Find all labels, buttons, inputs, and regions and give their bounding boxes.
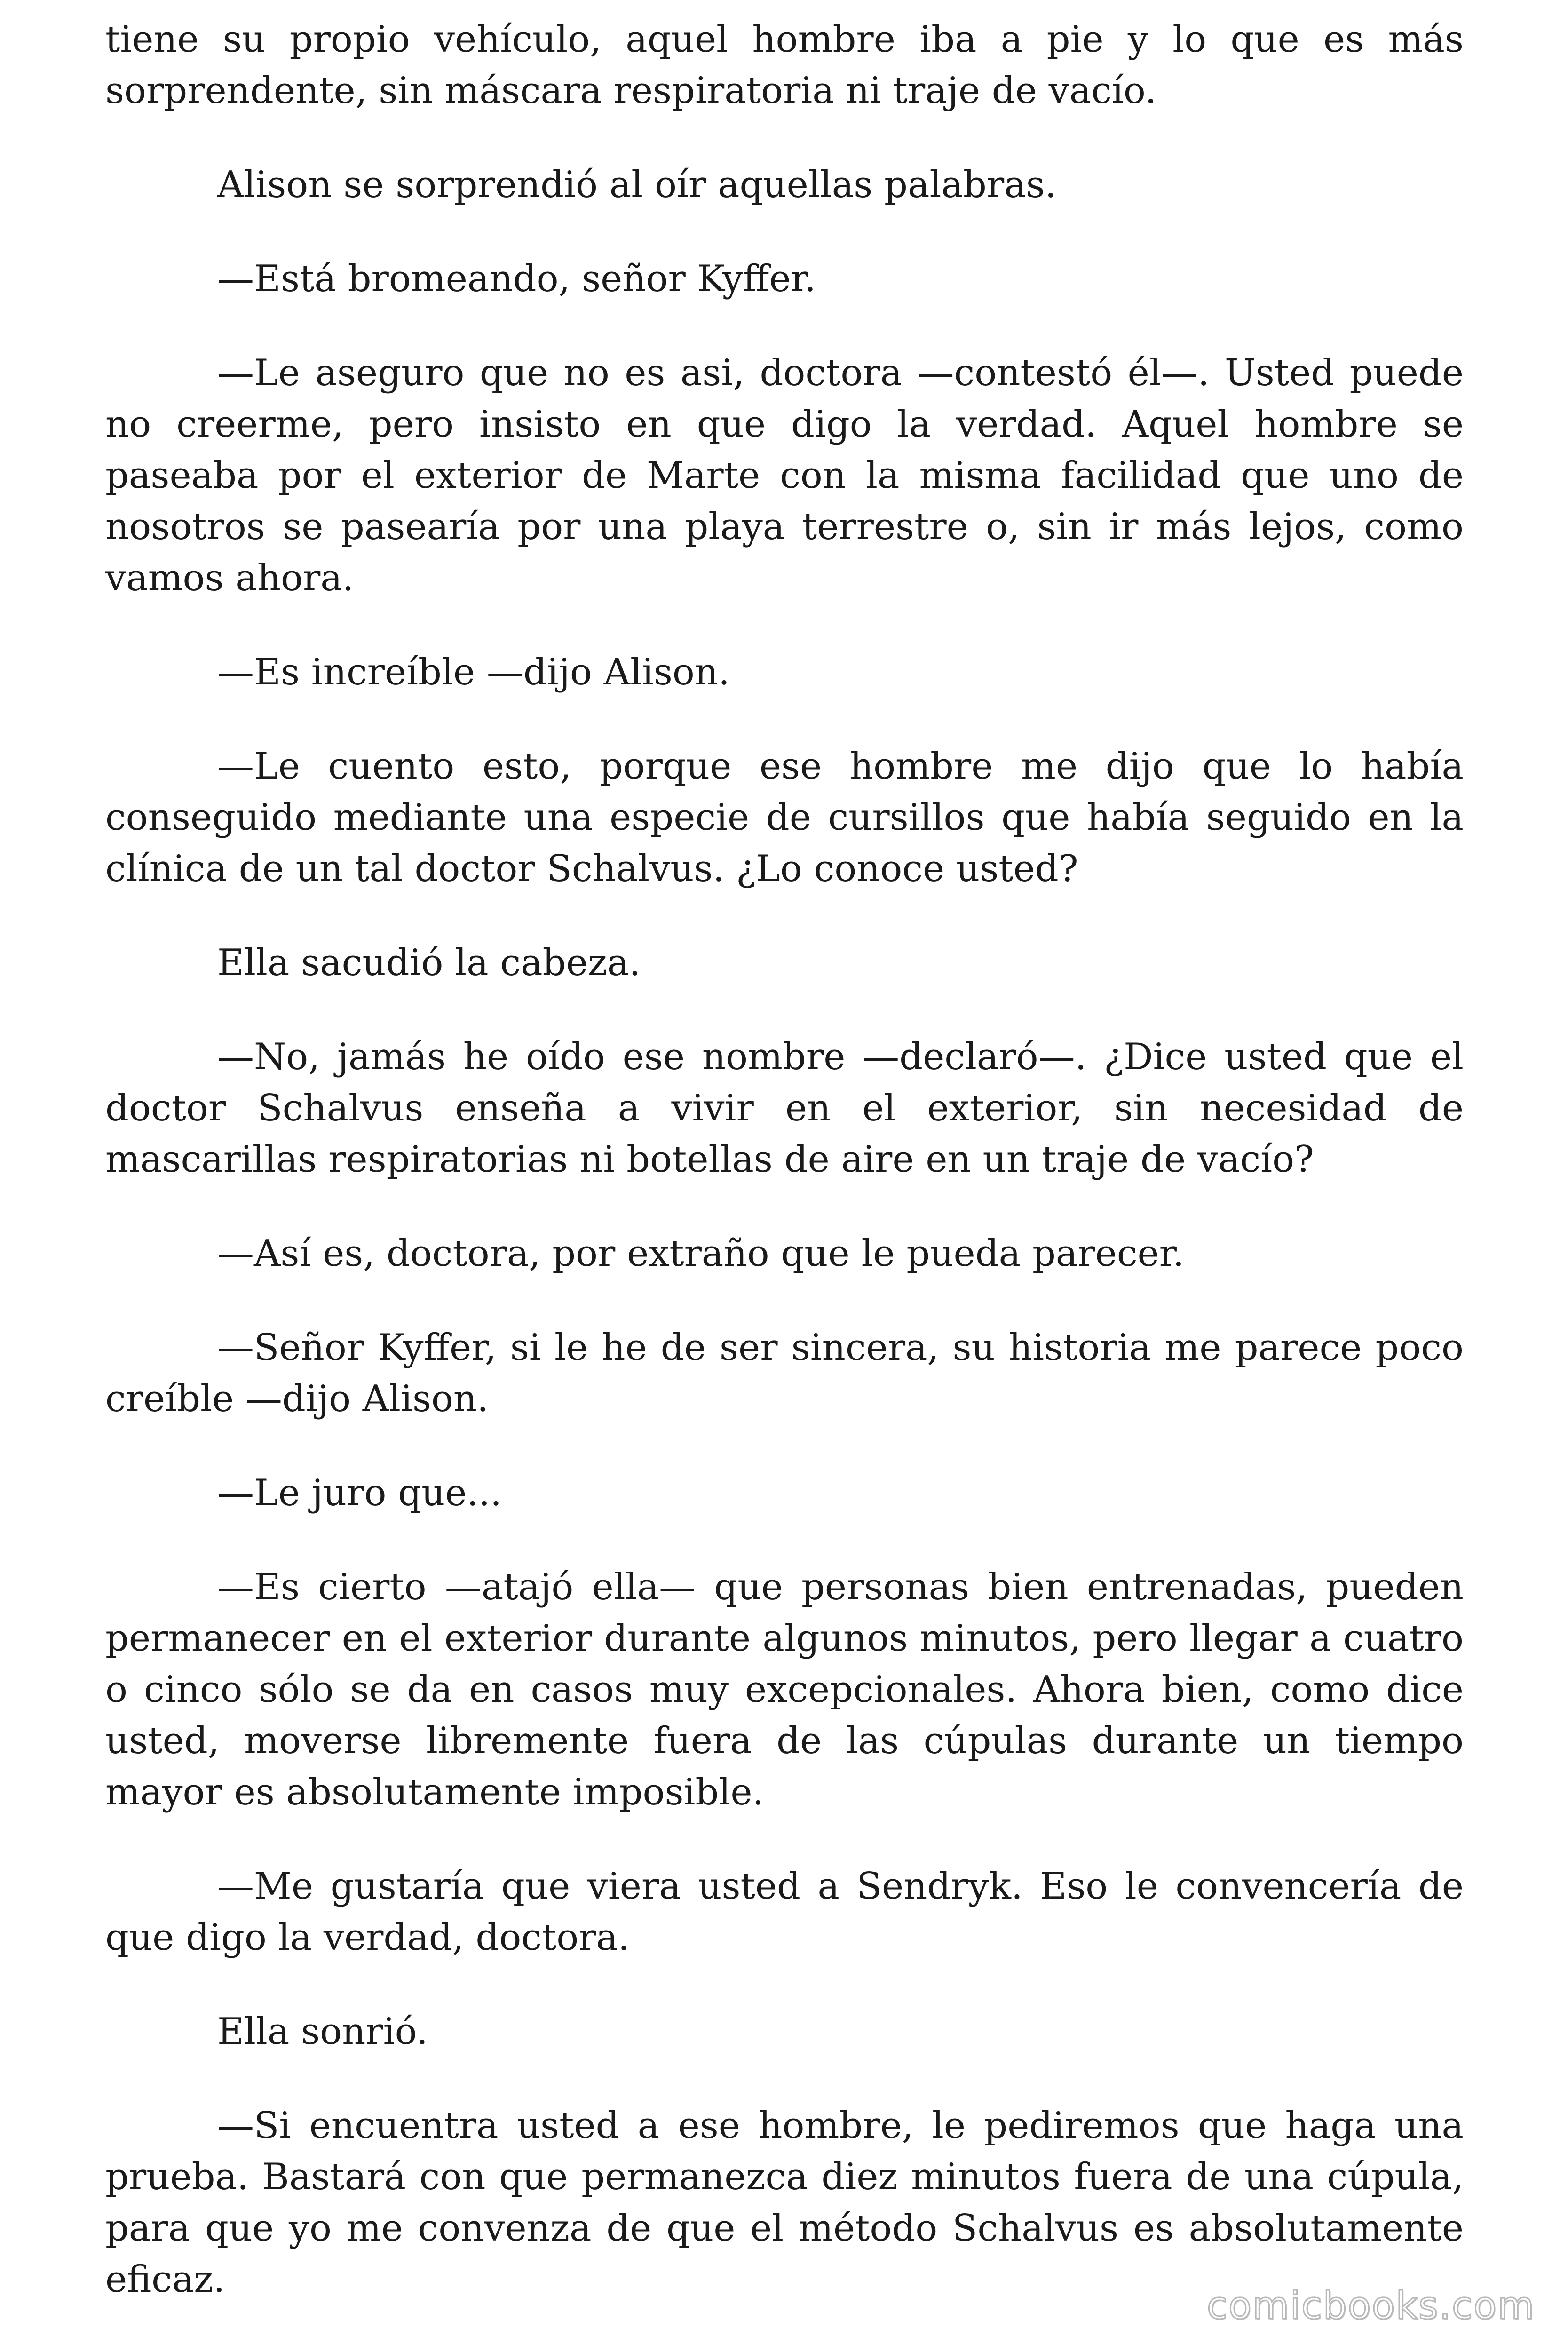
book-page [105, 14, 1464, 2348]
paragraph: Ella sonrió. [217, 2010, 428, 2053]
paragraph: —No, jamás he oído ese nombre —declaró—. ¿Dice usted que el doctor Schalvus enseña a vivir en el exterior, sin necesidad de mascarillas respiratorias ni botellas de aire en un traje de vacío? [105, 1036, 1464, 1181]
paragraph: Alison se sorprendió al oír aquellas palabras. [217, 164, 1057, 206]
paragraph: Ella sacudió la cabeza. [217, 942, 641, 984]
paragraph: —Es increíble —dijo Alison. [217, 651, 730, 693]
paragraph: —Le aseguro que no es asi, doctora —contestó él—. Usted puede no creerme, pero insisto en que digo la verdad. Aquel hombre se paseaba por el exterior de Marte con la misma facilidad que uno de nosotros se pasearía por una playa terrestre o, sin ir más lejos, como vamos ahora. [105, 352, 1464, 599]
watermark: comicbooks.com [1206, 2284, 1535, 2328]
paragraph: —Le cuento esto, porque ese hombre me dijo que lo había conseguido mediante una especie de cursillos que había seguido en la clínica de un tal doctor Schalvus. ¿Lo conoce usted? [105, 745, 1464, 890]
paragraph: —Es cierto —atajó ella— que personas bien entrenadas, pueden permanecer en el exterior durante algunos minutos, pero llegar a cuatro o cinco sólo se da en casos muy excepcionales. Ahora bien, como dice usted, moverse libremente fuera de las cúpulas durante un tiempo mayor es absolutamente imposible. [105, 1566, 1464, 1813]
paragraph: —Me gustaría que viera usted a Sendryk. Eso le convencería de que digo la verdad, doctora. [105, 1865, 1464, 1959]
paragraph: tiene su propio vehículo, aquel hombre iba a pie y lo que es más sorprendente, sin máscara respiratoria ni traje de vacío. [105, 18, 1464, 112]
paragraph: —Señor Kyffer, si le he de ser sincera, su historia me parece poco creíble —dijo Alison. [105, 1327, 1464, 1420]
paragraph: —Le juro que... [217, 1472, 502, 1514]
paragraph: —Así es, doctora, por extraño que le pueda parecer. [217, 1232, 1185, 1275]
paragraph: —Está bromeando, señor Kyffer. [217, 258, 816, 300]
paragraph: —Si encuentra usted a ese hombre, le pediremos que haga una prueba. Bastará con que permanezca diez minutos fuera de una cúpula, para que yo me convenza de que el método Schalvus es absolutamente eficaz. [105, 2105, 1464, 2301]
